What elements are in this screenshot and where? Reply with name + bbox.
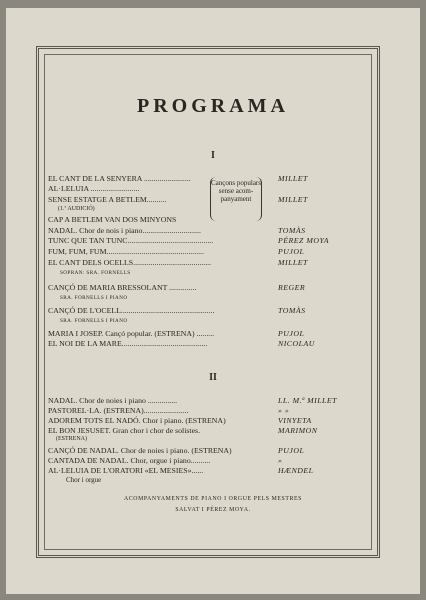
composer: PÉREZ MOYA [278, 236, 330, 245]
piece-title: TUNC QUE TAN TUNC............................................ [48, 236, 214, 245]
composer: » » [278, 406, 290, 415]
piece-title: EL NOI DE LA MARE............................................ [48, 339, 208, 348]
piece-title: PASTOREL·LA. (ESTRENA)....................... [48, 406, 189, 415]
piece-note: (1.ª AUDICIÓ) [58, 206, 95, 212]
page-title: PROGRAMA [137, 95, 289, 117]
composer: MARIMON [278, 426, 318, 435]
piece-title: SENSE ESTATGE A BETLEM.......... [48, 195, 167, 204]
piece-title: NADAL. Chor de nois i piano.............................. [48, 226, 201, 235]
piece-note: Chor i orgue [66, 476, 102, 484]
piece-title: CAP A BETLEM VAN DOS MINYONS [48, 215, 177, 224]
performer-note: SOPRAN: SRA. FORNELLS [60, 270, 131, 276]
performer-note: SRA. FORNELLS I PIANO [60, 295, 128, 301]
composer: NICOLAU [278, 339, 315, 348]
piece-title: AL·LELUIA ......................... [48, 184, 140, 193]
brace-annotation: Cançons populars sense acom- panyament [210, 177, 262, 221]
composer: PUJOL [278, 446, 305, 455]
piece-title: CANTADA DE NADAL. Chor, orgue i piano.......... [48, 456, 211, 465]
piece-title: AL·LELUIA DE L'ORATORI «EL MESIES»...... [48, 466, 204, 475]
piece-title: CANÇÓ DE L'OCELL................................................ [48, 306, 215, 315]
composer: VINYETA [278, 416, 312, 425]
piece-title: EL BON JESUSET. Gran chor i chor de solistes. [48, 426, 201, 435]
section-heading-2: II [209, 372, 217, 383]
composer: PUJOL [278, 329, 305, 338]
performer-note: SRA. FORNELLS I PIANO [60, 318, 128, 324]
composer: MILLET [278, 195, 308, 204]
piece-title: ADOREM TOTS EL NADÓ. Chor i piano. (ESTRENA) [48, 416, 226, 425]
piece-title: CANÇÓ DE NADAL. Chor de noies i piano. (ESTRENA) [48, 446, 232, 455]
piece-title: MARIA I JOSEP. Cançó popular. (ESTRENA) ......... [48, 329, 215, 338]
piece-title: NADAL. Chor de noies i piano ............... [48, 396, 178, 405]
piece-title: EL CANT DE LA SENYERA ........................ [48, 174, 191, 183]
composer: TOMÀS [278, 226, 306, 235]
composer: REGER [278, 283, 306, 292]
composer: » [278, 456, 283, 465]
composer: MILLET [278, 174, 308, 183]
composer: PUJOL [278, 247, 305, 256]
piece-title: FUM, FUM, FUM.................................................. [48, 247, 204, 256]
composer: MILLET [278, 258, 308, 267]
section-heading-1: I [211, 150, 215, 161]
piece-note: (ESTRENA) [56, 436, 87, 442]
composer: HÆNDEL [278, 466, 314, 475]
composer: TOMÀS [278, 306, 306, 315]
piece-title: EL CANT DELS OCELLS........................................ [48, 258, 212, 267]
footer-line-2: SALVAT I PÉREZ MOYA. [175, 507, 251, 513]
composer: LL. M.ª MILLET [278, 396, 337, 405]
footer-line-1: ACOMPANYAMENTS DE PIANO I ORGUE PELS MESTRES [124, 496, 302, 502]
piece-title: CANÇÓ DE MARIA BRESSOLANT .............. [48, 283, 197, 292]
